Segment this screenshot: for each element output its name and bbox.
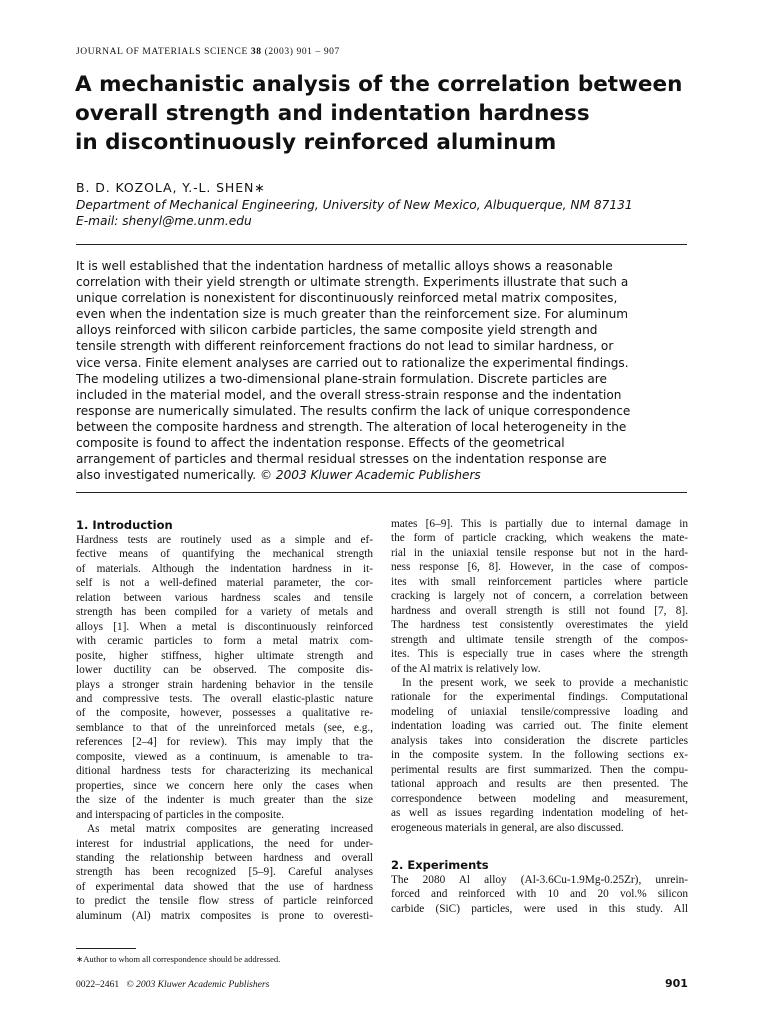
text-line: of the composite, however, possesses a qualitative re-	[76, 707, 373, 720]
text-line: cracking is largely not of concern, a correlation between	[391, 590, 688, 603]
abstract-line: tensile strength with different reinforcement fractions do not lead to similar hardness, or	[76, 339, 614, 354]
text-line: of materials. Although the indentation hardness in it-	[76, 562, 373, 575]
author-list: B. D. KOZOLA, Y.-L. SHEN∗	[76, 180, 266, 195]
text-line: ites with small reinforcement particles where particle	[391, 575, 688, 588]
section-spacer	[391, 835, 688, 857]
text-line: posite, higher stiffness, higher ultimate strength and	[76, 649, 373, 662]
text-line: hardness and overall strength is still not found [7, 8].	[391, 604, 688, 617]
text-line: tational approach and results are then presented. The	[391, 778, 688, 791]
abstract-line: even when the indentation size is much greater than the reinforcement size. For aluminum	[76, 307, 629, 322]
text-line: semblance to that of the unreinforced metals (see, e.g.,	[76, 721, 373, 734]
text-line: analysis takes into consideration the discrete particles	[391, 734, 688, 747]
text-line: the form of particle cracking, which weakens the mate-	[391, 532, 688, 545]
text-line: with ceramic particles to form a metal matrix com-	[76, 635, 373, 648]
text-line: relation between various hardness scales and tensile	[76, 591, 373, 604]
abstract-line: included in the material model, and the overall stress-strain response and the indentation	[76, 387, 622, 402]
text-line: composite, viewed as a continuum, is amenable to tra-	[76, 750, 373, 763]
footer-copyright: © 2003 Kluwer Academic Publishers	[126, 979, 270, 990]
text-line: ditional hardness tests for characterizing its mechanical	[76, 765, 373, 778]
intro-paragraph-continued	[391, 517, 688, 676]
text-line: rial in the uniaxial tensile response but not in the hard-	[391, 546, 688, 559]
text-line: The 2080 Al alloy (Al-3.6Cu-1.9Mg-0.25Zr), unrein-	[391, 873, 688, 886]
text-line: strength has been recognized [5–9]. Careful analyses	[76, 866, 373, 879]
page-footer	[76, 979, 269, 990]
title-line: overall strength and indentation hardness	[75, 101, 590, 126]
text-line: mates [6–9]. This is partially due to internal damage in	[391, 518, 688, 530]
footnote-rule	[76, 948, 136, 949]
text-line: interest for industrial applications, the need for under-	[76, 837, 373, 850]
abstract-top-rule	[76, 244, 687, 245]
text-line: modeling of uniaxial tensile/compressive loading and	[391, 705, 688, 718]
affiliation: Department of Mechanical Engineering, University of New Mexico, Albuquerque, NM 87131	[76, 198, 633, 212]
text-line: self is not a well-defined material parameter, the cor-	[76, 577, 373, 590]
abstract-line: between the composite hardness and strength. The alteration of local heterogeneity in the	[76, 419, 627, 434]
intro-paragraph-3	[391, 676, 688, 835]
text-line: rationale for the experimental findings. Computational	[391, 691, 688, 704]
abstract-line: response are numerically simulated. The results confirm the lack of unique correspondence	[76, 403, 631, 418]
abstract-line: arrangement of particles and thermal residual stresses on the indentation response are	[76, 452, 607, 467]
title-line: in discontinuously reinforced aluminum	[75, 130, 557, 155]
abstract-line: It is well established that the indentation hardness of metallic alloys shows a reasonable	[76, 259, 613, 273]
page-number: 901	[665, 977, 688, 990]
section-heading-introduction: 1. Introduction	[76, 518, 173, 532]
section-heading-experiments: 2. Experiments	[391, 857, 489, 872]
abstract-last-line: also investigated numerically.	[76, 468, 257, 483]
text-line: fective means of quantifying the mechanical strength	[76, 548, 373, 561]
intro-paragraph-1	[76, 533, 373, 822]
text-line: ness response [6, 8]. However, in the case of compos-	[391, 561, 688, 574]
text-line: alloys [1]. When a metal is discontinuously reinforced	[76, 620, 373, 633]
abstract-copyright: © 2003 Kluwer Academic Publishers	[259, 468, 481, 483]
text-line: carbide (SiC) particles, were used in this study. All	[391, 902, 688, 915]
text-line: Hardness tests are routinely used as a simple and ef-	[76, 534, 373, 546]
text-line: of experimental data showed that the use of hardness	[76, 880, 373, 893]
abstract-line: composite is found to affect the indentation response. Effects of the geometrical	[76, 436, 565, 451]
text-line: forced and reinforced with 10 and 20 vol.% silicon	[391, 888, 688, 901]
text-line: erogeneous materials in general, are also discussed.	[391, 821, 624, 834]
journal-volume: 38	[250, 47, 262, 57]
text-line: lower ductility can be observed. The composite dis-	[76, 664, 373, 677]
issn: 0022–2461	[76, 979, 120, 990]
text-line: standing the relationship between hardness and overall	[76, 851, 373, 864]
abstract	[76, 258, 696, 483]
text-line: plays a stronger strain hardening behavior in the tensile	[76, 678, 373, 691]
journal-issue-pages: (2003) 901 – 907	[264, 47, 340, 57]
abstract-line: vice versa. Finite element analyses are carried out to rationalize the experimental findings.	[76, 355, 629, 370]
author-email: E-mail: shenyl@me.unm.edu	[76, 214, 252, 228]
text-line: to predict the tensile flow stress of particle reinforced	[76, 895, 373, 908]
abstract-line: The modeling utilizes a two-dimensional plane-strain formulation. Discrete particles are	[76, 371, 607, 386]
text-line: The hardness test consistently overestimates the yield	[391, 619, 688, 632]
text-line: and compressive tests. The overall elastic-plastic nature	[76, 692, 373, 705]
affiliation-block	[76, 197, 696, 229]
article-title	[75, 70, 715, 157]
text-line: In the present work, we seek to provide a mechanistic	[402, 676, 688, 689]
text-line: references [2–4] for review). This may imply that the	[76, 736, 373, 749]
text-line: strength and ultimate tensile strength of the compos-	[391, 633, 688, 646]
text-line: aluminum (Al) matrix composites is prone to overesti-	[76, 909, 373, 922]
intro-paragraph-2	[76, 822, 373, 923]
experiments-paragraph	[391, 873, 688, 916]
abstract-bottom-rule	[76, 492, 687, 493]
text-line: of the Al matrix is relatively low.	[391, 662, 541, 675]
correspondence-footnote: ∗Author to whom all correspondence should be addressed.	[76, 954, 281, 964]
abstract-line	[76, 467, 696, 483]
text-line: in the composite system. In the following sections ex-	[391, 749, 688, 762]
left-column	[76, 517, 373, 923]
journal-name: JOURNAL OF MATERIALS SCIENCE	[76, 47, 248, 57]
running-head	[76, 47, 340, 57]
abstract-line: correlation with their yield strength or ultimate strength. Experiments illustrate that such a	[76, 275, 629, 290]
abstract-line: unique correlation is nonexistent for discontinuously reinforced metal matrix composites,	[76, 291, 618, 306]
text-line: the size of the indenter is much greater than the size	[76, 794, 373, 807]
title-line: A mechanistic analysis of the correlation between	[75, 72, 683, 97]
text-line: strength has been compiled for a variety of metals and	[76, 606, 373, 619]
abstract-line: alloys reinforced with silicon carbide particles, the same composite yield strength and	[76, 323, 598, 338]
text-line: and interspacing of particles in the composite.	[76, 808, 284, 821]
text-line: perimental results are first summarized. Then the compu-	[391, 763, 688, 776]
text-line: properties, since we concern here only the cases when	[76, 779, 373, 792]
text-line: correspondence between modeling and measurement,	[391, 792, 688, 805]
text-line: As metal matrix composites are generating increased	[87, 823, 373, 836]
right-column	[391, 517, 688, 916]
text-line: indentation loading was carried out. The finite element	[391, 720, 688, 733]
text-line: as well as issues regarding indentation modeling of het-	[391, 807, 688, 820]
text-line: ites. This is especially true in cases where the strength	[391, 648, 688, 661]
